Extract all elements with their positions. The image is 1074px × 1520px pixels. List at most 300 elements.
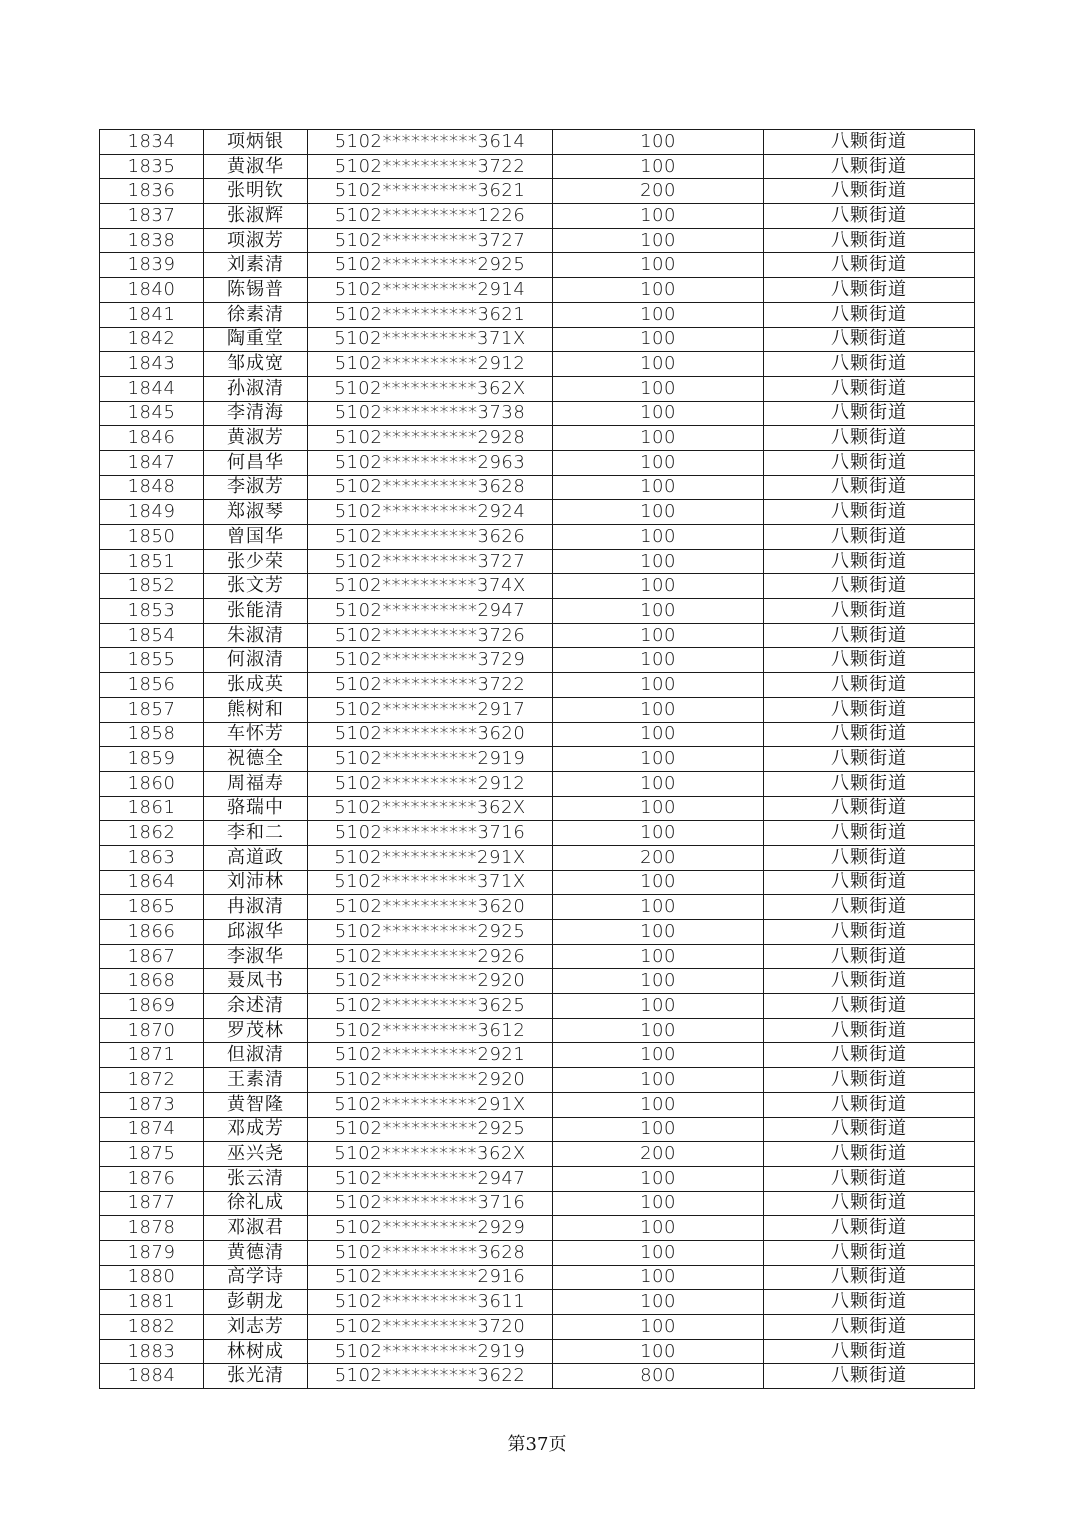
name-cell: 罗茂林	[204, 1018, 308, 1043]
table-row	[100, 870, 975, 895]
id-number-cell: 5102**********2919	[308, 1339, 553, 1364]
street-cell: 八颗街道	[764, 1216, 975, 1241]
name-cell: 张云清	[204, 1166, 308, 1191]
id-number-cell: 5102**********291X	[308, 845, 553, 870]
table-row	[100, 1191, 975, 1216]
amount-cell: 100	[553, 1191, 764, 1216]
street-cell: 八颗街道	[764, 401, 975, 426]
amount-cell: 100	[553, 1216, 764, 1241]
name-cell: 车怀芳	[204, 722, 308, 747]
id-number-cell: 5102**********371X	[308, 870, 553, 895]
street-cell: 八颗街道	[764, 920, 975, 945]
table-row	[100, 697, 975, 722]
name-cell: 冉淑清	[204, 895, 308, 920]
table-row	[100, 895, 975, 920]
street-cell: 八颗街道	[764, 1018, 975, 1043]
amount-cell: 100	[553, 500, 764, 525]
street-cell: 八颗街道	[764, 1240, 975, 1265]
street-cell: 八颗街道	[764, 697, 975, 722]
name-cell: 郑淑琴	[204, 500, 308, 525]
street-cell: 八颗街道	[764, 450, 975, 475]
amount-cell: 100	[553, 969, 764, 994]
id-number-cell: 5102**********3614	[308, 130, 553, 155]
id-number-cell: 5102**********3722	[308, 673, 553, 698]
street-cell: 八颗街道	[764, 549, 975, 574]
seq-number-cell: 1851	[100, 549, 204, 574]
table-row	[100, 327, 975, 352]
amount-cell: 100	[553, 994, 764, 1019]
street-cell: 八颗街道	[764, 376, 975, 401]
amount-cell: 100	[553, 228, 764, 253]
street-cell: 八颗街道	[764, 130, 975, 155]
amount-cell: 100	[553, 722, 764, 747]
table-row	[100, 994, 975, 1019]
roster-table-body	[100, 130, 975, 1389]
table-row	[100, 1339, 975, 1364]
name-cell: 高学诗	[204, 1265, 308, 1290]
id-number-cell: 5102**********3716	[308, 821, 553, 846]
id-number-cell: 5102**********1226	[308, 204, 553, 229]
seq-number-cell: 1884	[100, 1364, 204, 1389]
table-row	[100, 525, 975, 550]
table-row	[100, 722, 975, 747]
name-cell: 张能清	[204, 599, 308, 624]
seq-number-cell: 1874	[100, 1117, 204, 1142]
table-row	[100, 1142, 975, 1167]
table-row	[100, 130, 975, 155]
street-cell: 八颗街道	[764, 574, 975, 599]
id-number-cell: 5102**********291X	[308, 1092, 553, 1117]
table-row	[100, 253, 975, 278]
id-number-cell: 5102**********2920	[308, 969, 553, 994]
table-row	[100, 1240, 975, 1265]
street-cell: 八颗街道	[764, 648, 975, 673]
street-cell: 八颗街道	[764, 1191, 975, 1216]
amount-cell: 100	[553, 352, 764, 377]
street-cell: 八颗街道	[764, 969, 975, 994]
street-cell: 八颗街道	[764, 870, 975, 895]
amount-cell: 100	[553, 204, 764, 229]
amount-cell: 100	[553, 376, 764, 401]
seq-number-cell: 1880	[100, 1265, 204, 1290]
table-row	[100, 1166, 975, 1191]
street-cell: 八颗街道	[764, 1117, 975, 1142]
id-number-cell: 5102**********362X	[308, 376, 553, 401]
name-cell: 项淑芳	[204, 228, 308, 253]
name-cell: 高道政	[204, 845, 308, 870]
amount-cell: 100	[553, 154, 764, 179]
amount-cell: 100	[553, 450, 764, 475]
street-cell: 八颗街道	[764, 1315, 975, 1340]
seq-number-cell: 1852	[100, 574, 204, 599]
street-cell: 八颗街道	[764, 302, 975, 327]
street-cell: 八颗街道	[764, 327, 975, 352]
name-cell: 李和二	[204, 821, 308, 846]
id-number-cell: 5102**********3726	[308, 623, 553, 648]
name-cell: 黄淑芳	[204, 426, 308, 451]
seq-number-cell: 1859	[100, 747, 204, 772]
table-row	[100, 1018, 975, 1043]
amount-cell: 100	[553, 944, 764, 969]
street-cell: 八颗街道	[764, 1092, 975, 1117]
seq-number-cell: 1868	[100, 969, 204, 994]
name-cell: 邓成芳	[204, 1117, 308, 1142]
amount-cell: 100	[553, 278, 764, 303]
name-cell: 聂凤书	[204, 969, 308, 994]
id-number-cell: 5102**********2947	[308, 1166, 553, 1191]
name-cell: 项炳银	[204, 130, 308, 155]
id-number-cell: 5102**********3612	[308, 1018, 553, 1043]
table-row	[100, 450, 975, 475]
street-cell: 八颗街道	[764, 747, 975, 772]
table-row	[100, 1092, 975, 1117]
seq-number-cell: 1841	[100, 302, 204, 327]
name-cell: 李清海	[204, 401, 308, 426]
seq-number-cell: 1867	[100, 944, 204, 969]
seq-number-cell: 1848	[100, 475, 204, 500]
table-row	[100, 401, 975, 426]
name-cell: 林树成	[204, 1339, 308, 1364]
id-number-cell: 5102**********3626	[308, 525, 553, 550]
seq-number-cell: 1858	[100, 722, 204, 747]
name-cell: 黄德清	[204, 1240, 308, 1265]
id-number-cell: 5102**********3628	[308, 475, 553, 500]
id-number-cell: 5102**********3620	[308, 722, 553, 747]
amount-cell: 800	[553, 1364, 764, 1389]
page-number: 第37页	[507, 1434, 567, 1455]
seq-number-cell: 1869	[100, 994, 204, 1019]
id-number-cell: 5102**********2925	[308, 920, 553, 945]
table-row	[100, 1216, 975, 1241]
name-cell: 余述清	[204, 994, 308, 1019]
seq-number-cell: 1845	[100, 401, 204, 426]
amount-cell: 100	[553, 920, 764, 945]
name-cell: 骆瑞中	[204, 796, 308, 821]
street-cell: 八颗街道	[764, 599, 975, 624]
name-cell: 张光清	[204, 1364, 308, 1389]
seq-number-cell: 1882	[100, 1315, 204, 1340]
table-row	[100, 228, 975, 253]
amount-cell: 100	[553, 1092, 764, 1117]
seq-number-cell: 1881	[100, 1290, 204, 1315]
table-row	[100, 1068, 975, 1093]
id-number-cell: 5102**********362X	[308, 1142, 553, 1167]
seq-number-cell: 1834	[100, 130, 204, 155]
amount-cell: 100	[553, 1339, 764, 1364]
amount-cell: 100	[553, 130, 764, 155]
name-cell: 李淑芳	[204, 475, 308, 500]
id-number-cell: 5102**********2925	[308, 1117, 553, 1142]
table-row	[100, 475, 975, 500]
street-cell: 八颗街道	[764, 722, 975, 747]
street-cell: 八颗街道	[764, 500, 975, 525]
id-number-cell: 5102**********2919	[308, 747, 553, 772]
street-cell: 八颗街道	[764, 796, 975, 821]
table-row	[100, 154, 975, 179]
name-cell: 刘志芳	[204, 1315, 308, 1340]
street-cell: 八颗街道	[764, 821, 975, 846]
street-cell: 八颗街道	[764, 228, 975, 253]
name-cell: 陶重堂	[204, 327, 308, 352]
seq-number-cell: 1842	[100, 327, 204, 352]
seq-number-cell: 1850	[100, 525, 204, 550]
id-number-cell: 5102**********2920	[308, 1068, 553, 1093]
amount-cell: 100	[553, 549, 764, 574]
seq-number-cell: 1855	[100, 648, 204, 673]
amount-cell: 100	[553, 796, 764, 821]
id-number-cell: 5102**********3727	[308, 549, 553, 574]
seq-number-cell: 1839	[100, 253, 204, 278]
id-number-cell: 5102**********3722	[308, 154, 553, 179]
street-cell: 八颗街道	[764, 673, 975, 698]
amount-cell: 100	[553, 870, 764, 895]
amount-cell: 100	[553, 599, 764, 624]
name-cell: 祝德全	[204, 747, 308, 772]
id-number-cell: 5102**********3621	[308, 179, 553, 204]
street-cell: 八颗街道	[764, 1142, 975, 1167]
street-cell: 八颗街道	[764, 1290, 975, 1315]
table-row	[100, 969, 975, 994]
id-number-cell: 5102**********362X	[308, 796, 553, 821]
seq-number-cell: 1873	[100, 1092, 204, 1117]
seq-number-cell: 1846	[100, 426, 204, 451]
table-row	[100, 599, 975, 624]
seq-number-cell: 1862	[100, 821, 204, 846]
table-row	[100, 302, 975, 327]
id-number-cell: 5102**********3729	[308, 648, 553, 673]
seq-number-cell: 1866	[100, 920, 204, 945]
name-cell: 邱淑华	[204, 920, 308, 945]
seq-number-cell: 1840	[100, 278, 204, 303]
name-cell: 刘素清	[204, 253, 308, 278]
amount-cell: 100	[553, 1068, 764, 1093]
table-row	[100, 845, 975, 870]
id-number-cell: 5102**********2921	[308, 1043, 553, 1068]
name-cell: 王素清	[204, 1068, 308, 1093]
id-number-cell: 5102**********2924	[308, 500, 553, 525]
id-number-cell: 5102**********3620	[308, 895, 553, 920]
id-number-cell: 5102**********2929	[308, 1216, 553, 1241]
name-cell: 黄智隆	[204, 1092, 308, 1117]
amount-cell: 100	[553, 1166, 764, 1191]
table-row	[100, 623, 975, 648]
street-cell: 八颗街道	[764, 845, 975, 870]
name-cell: 张淑辉	[204, 204, 308, 229]
id-number-cell: 5102**********3611	[308, 1290, 553, 1315]
seq-number-cell: 1871	[100, 1043, 204, 1068]
table-row	[100, 771, 975, 796]
id-number-cell: 5102**********2947	[308, 599, 553, 624]
seq-number-cell: 1877	[100, 1191, 204, 1216]
street-cell: 八颗街道	[764, 1068, 975, 1093]
amount-cell: 100	[553, 253, 764, 278]
street-cell: 八颗街道	[764, 895, 975, 920]
name-cell: 黄淑华	[204, 154, 308, 179]
name-cell: 何淑清	[204, 648, 308, 673]
seq-number-cell: 1835	[100, 154, 204, 179]
id-number-cell: 5102**********3628	[308, 1240, 553, 1265]
seq-number-cell: 1836	[100, 179, 204, 204]
street-cell: 八颗街道	[764, 352, 975, 377]
seq-number-cell: 1870	[100, 1018, 204, 1043]
amount-cell: 100	[553, 475, 764, 500]
name-cell: 周福寿	[204, 771, 308, 796]
seq-number-cell: 1864	[100, 870, 204, 895]
id-number-cell: 5102**********3622	[308, 1364, 553, 1389]
amount-cell: 100	[553, 648, 764, 673]
name-cell: 陈锡普	[204, 278, 308, 303]
id-number-cell: 5102**********3625	[308, 994, 553, 1019]
table-row	[100, 920, 975, 945]
table-row	[100, 376, 975, 401]
seq-number-cell: 1860	[100, 771, 204, 796]
table-row	[100, 796, 975, 821]
table-row	[100, 549, 975, 574]
street-cell: 八颗街道	[764, 426, 975, 451]
table-row	[100, 426, 975, 451]
street-cell: 八颗街道	[764, 1265, 975, 1290]
amount-cell: 100	[553, 895, 764, 920]
seq-number-cell: 1838	[100, 228, 204, 253]
id-number-cell: 5102**********371X	[308, 327, 553, 352]
street-cell: 八颗街道	[764, 154, 975, 179]
amount-cell: 100	[553, 771, 764, 796]
table-row	[100, 1265, 975, 1290]
seq-number-cell: 1865	[100, 895, 204, 920]
name-cell: 巫兴尧	[204, 1142, 308, 1167]
street-cell: 八颗街道	[764, 1364, 975, 1389]
table-row	[100, 1117, 975, 1142]
seq-number-cell: 1878	[100, 1216, 204, 1241]
street-cell: 八颗街道	[764, 475, 975, 500]
amount-cell: 100	[553, 302, 764, 327]
amount-cell: 100	[553, 574, 764, 599]
amount-cell: 100	[553, 623, 764, 648]
amount-cell: 100	[553, 1240, 764, 1265]
seq-number-cell: 1872	[100, 1068, 204, 1093]
name-cell: 何昌华	[204, 450, 308, 475]
street-cell: 八颗街道	[764, 944, 975, 969]
table-row	[100, 179, 975, 204]
name-cell: 朱淑清	[204, 623, 308, 648]
seq-number-cell: 1876	[100, 1166, 204, 1191]
amount-cell: 100	[553, 821, 764, 846]
id-number-cell: 5102**********374X	[308, 574, 553, 599]
amount-cell: 100	[553, 1315, 764, 1340]
table-row	[100, 821, 975, 846]
table-row	[100, 1315, 975, 1340]
name-cell: 李淑华	[204, 944, 308, 969]
table-row	[100, 1364, 975, 1389]
seq-number-cell: 1837	[100, 204, 204, 229]
id-number-cell: 5102**********2925	[308, 253, 553, 278]
name-cell: 徐素清	[204, 302, 308, 327]
name-cell: 徐礼成	[204, 1191, 308, 1216]
id-number-cell: 5102**********2926	[308, 944, 553, 969]
name-cell: 张文芳	[204, 574, 308, 599]
name-cell: 彭朝龙	[204, 1290, 308, 1315]
seq-number-cell: 1854	[100, 623, 204, 648]
amount-cell: 200	[553, 1142, 764, 1167]
amount-cell: 100	[553, 1265, 764, 1290]
street-cell: 八颗街道	[764, 179, 975, 204]
table-row	[100, 204, 975, 229]
id-number-cell: 5102**********2912	[308, 771, 553, 796]
street-cell: 八颗街道	[764, 204, 975, 229]
amount-cell: 100	[553, 1043, 764, 1068]
table-row	[100, 574, 975, 599]
amount-cell: 100	[553, 327, 764, 352]
amount-cell: 100	[553, 673, 764, 698]
amount-cell: 100	[553, 426, 764, 451]
amount-cell: 200	[553, 845, 764, 870]
name-cell: 邓淑君	[204, 1216, 308, 1241]
seq-number-cell: 1879	[100, 1240, 204, 1265]
id-number-cell: 5102**********3716	[308, 1191, 553, 1216]
amount-cell: 100	[553, 401, 764, 426]
table-row	[100, 673, 975, 698]
id-number-cell: 5102**********2928	[308, 426, 553, 451]
seq-number-cell: 1844	[100, 376, 204, 401]
id-number-cell: 5102**********3621	[308, 302, 553, 327]
seq-number-cell: 1861	[100, 796, 204, 821]
table-row	[100, 1043, 975, 1068]
seq-number-cell: 1856	[100, 673, 204, 698]
seq-number-cell: 1857	[100, 697, 204, 722]
street-cell: 八颗街道	[764, 525, 975, 550]
name-cell: 张少荣	[204, 549, 308, 574]
name-cell: 刘沛林	[204, 870, 308, 895]
id-number-cell: 5102**********2916	[308, 1265, 553, 1290]
amount-cell: 200	[553, 179, 764, 204]
table-row	[100, 1290, 975, 1315]
street-cell: 八颗街道	[764, 1339, 975, 1364]
id-number-cell: 5102**********2917	[308, 697, 553, 722]
name-cell: 熊树和	[204, 697, 308, 722]
table-row	[100, 278, 975, 303]
name-cell: 孙淑清	[204, 376, 308, 401]
street-cell: 八颗街道	[764, 278, 975, 303]
seq-number-cell: 1883	[100, 1339, 204, 1364]
name-cell: 张明钦	[204, 179, 308, 204]
id-number-cell: 5102**********2912	[308, 352, 553, 377]
street-cell: 八颗街道	[764, 1166, 975, 1191]
name-cell: 邹成宽	[204, 352, 308, 377]
seq-number-cell: 1875	[100, 1142, 204, 1167]
roster-table	[99, 129, 975, 1389]
amount-cell: 100	[553, 1117, 764, 1142]
table-row	[100, 747, 975, 772]
amount-cell: 100	[553, 697, 764, 722]
amount-cell: 100	[553, 1290, 764, 1315]
street-cell: 八颗街道	[764, 994, 975, 1019]
street-cell: 八颗街道	[764, 771, 975, 796]
seq-number-cell: 1843	[100, 352, 204, 377]
id-number-cell: 5102**********2914	[308, 278, 553, 303]
seq-number-cell: 1849	[100, 500, 204, 525]
table-row	[100, 500, 975, 525]
seq-number-cell: 1853	[100, 599, 204, 624]
id-number-cell: 5102**********3727	[308, 228, 553, 253]
street-cell: 八颗街道	[764, 1043, 975, 1068]
amount-cell: 100	[553, 747, 764, 772]
id-number-cell: 5102**********3720	[308, 1315, 553, 1340]
amount-cell: 100	[553, 525, 764, 550]
table-row	[100, 944, 975, 969]
table-row	[100, 352, 975, 377]
street-cell: 八颗街道	[764, 623, 975, 648]
seq-number-cell: 1847	[100, 450, 204, 475]
